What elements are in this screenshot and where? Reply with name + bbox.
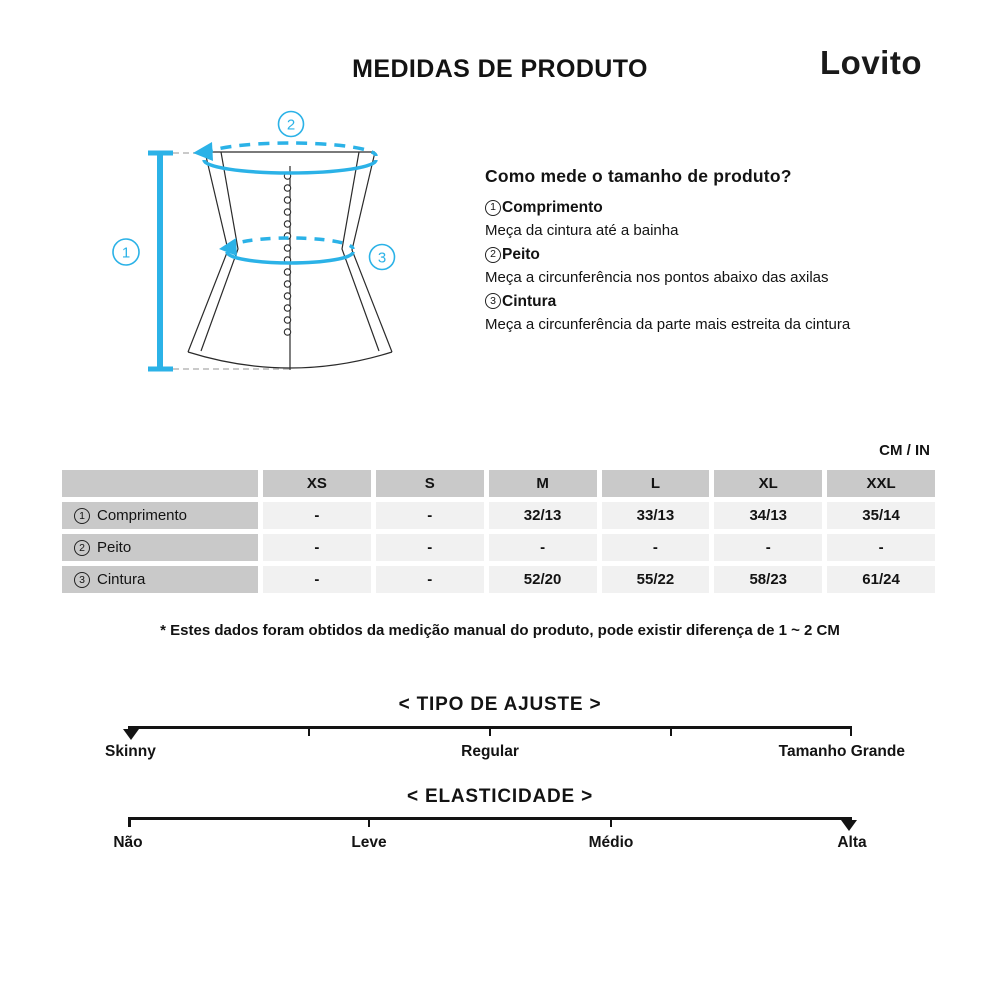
svg-text:1: 1: [121, 244, 131, 262]
corner-cell: [62, 470, 258, 497]
column-header-xl: XL: [714, 470, 822, 497]
scale-label-alta: Alta: [837, 834, 867, 851]
guide-item-title: 1 Comprimento: [485, 196, 955, 219]
column-header-xs: XS: [263, 470, 371, 497]
size-cell: 33/13: [602, 502, 710, 529]
row-label-comprimento: 1 Comprimento: [62, 502, 258, 529]
callout-2: [279, 112, 304, 137]
scale-tick: [128, 817, 131, 827]
circled-number-icon: 1: [485, 200, 501, 216]
triangle-marker-icon: [841, 820, 857, 831]
size-cell: -: [263, 502, 371, 529]
circled-number-icon: 1: [74, 508, 90, 524]
scale-label-nao: Não: [113, 834, 143, 851]
scale-line: [128, 726, 852, 729]
size-cell: -: [827, 534, 935, 561]
fit-scale-title: < TIPO DE AJUSTE >: [398, 694, 602, 715]
size-cell: -: [376, 566, 484, 593]
svg-text:2: 2: [286, 116, 296, 134]
size-table: [62, 470, 935, 593]
measure-guide-heading: Como mede o tamanho de produto?: [485, 166, 792, 186]
scale-label-tamanho-grande: Tamanho Grande: [778, 743, 905, 760]
scale-tick: [368, 817, 370, 827]
guide-item-title: 3 Cintura: [485, 290, 955, 313]
circled-number-icon: 3: [485, 293, 501, 309]
size-cell: 35/14: [827, 502, 935, 529]
scale-tick: [610, 817, 612, 827]
column-header-xxl: XXL: [827, 470, 935, 497]
measurement-disclaimer: * Estes dados foram obtidos da medição manual do produto, pode existir diferença de 1 ~ 2 CM: [160, 622, 840, 639]
scale-label-medio: Médio: [588, 834, 634, 851]
row-label-cintura: 3 Cintura: [62, 566, 258, 593]
guide-item-title: 2 Peito: [485, 243, 955, 266]
garment-diagram: [80, 100, 500, 400]
svg-text:3: 3: [377, 249, 387, 267]
size-cell: -: [376, 502, 484, 529]
elasticity-scale: [0, 817, 1000, 877]
guide-item-desc: Meça da cintura até a bainha: [485, 222, 679, 240]
size-cell: 52/20: [489, 566, 597, 593]
fit-type-scale: [0, 726, 1000, 786]
size-cell: -: [714, 534, 822, 561]
circled-number-icon: 3: [74, 572, 90, 588]
column-header-s: S: [376, 470, 484, 497]
scale-tick: [308, 726, 310, 736]
circled-number-icon: 2: [485, 247, 501, 263]
elasticity-scale-title: < ELASTICIDADE >: [407, 786, 593, 807]
size-cell: -: [489, 534, 597, 561]
callout-3: [370, 245, 395, 270]
scale-tick: [850, 726, 853, 736]
circled-number-icon: 2: [74, 540, 90, 556]
column-header-l: L: [602, 470, 710, 497]
scale-tick: [670, 726, 672, 736]
measurement-marks: [148, 142, 376, 369]
column-header-m: M: [489, 470, 597, 497]
size-cell: 34/13: [714, 502, 822, 529]
scale-tick: [489, 726, 491, 736]
scale-label-regular: Regular: [461, 743, 519, 760]
scale-line: [128, 817, 852, 820]
guide-item-desc: Meça a circunferência da parte mais estreita da cintura: [485, 316, 851, 334]
row-label-peito: 2 Peito: [62, 534, 258, 561]
units-label: CM / IN: [879, 442, 930, 459]
size-cell: 55/22: [602, 566, 710, 593]
scale-label-skinny: Skinny: [105, 743, 156, 760]
size-cell: -: [376, 534, 484, 561]
brand-logo: Lovito: [820, 44, 922, 81]
size-cell: 61/24: [827, 566, 935, 593]
measure-guide: [485, 166, 955, 336]
size-cell: -: [263, 534, 371, 561]
triangle-marker-icon: [123, 729, 139, 740]
guide-item-desc: Meça a circunferência nos pontos abaixo das axilas: [485, 269, 829, 287]
size-cell: -: [263, 566, 371, 593]
size-cell: -: [602, 534, 710, 561]
page-title: MEDIDAS DE PRODUTO: [352, 55, 648, 83]
size-cell: 58/23: [714, 566, 822, 593]
size-cell: 32/13: [489, 502, 597, 529]
callout-1: [113, 239, 139, 265]
scale-label-leve: Leve: [351, 834, 387, 851]
